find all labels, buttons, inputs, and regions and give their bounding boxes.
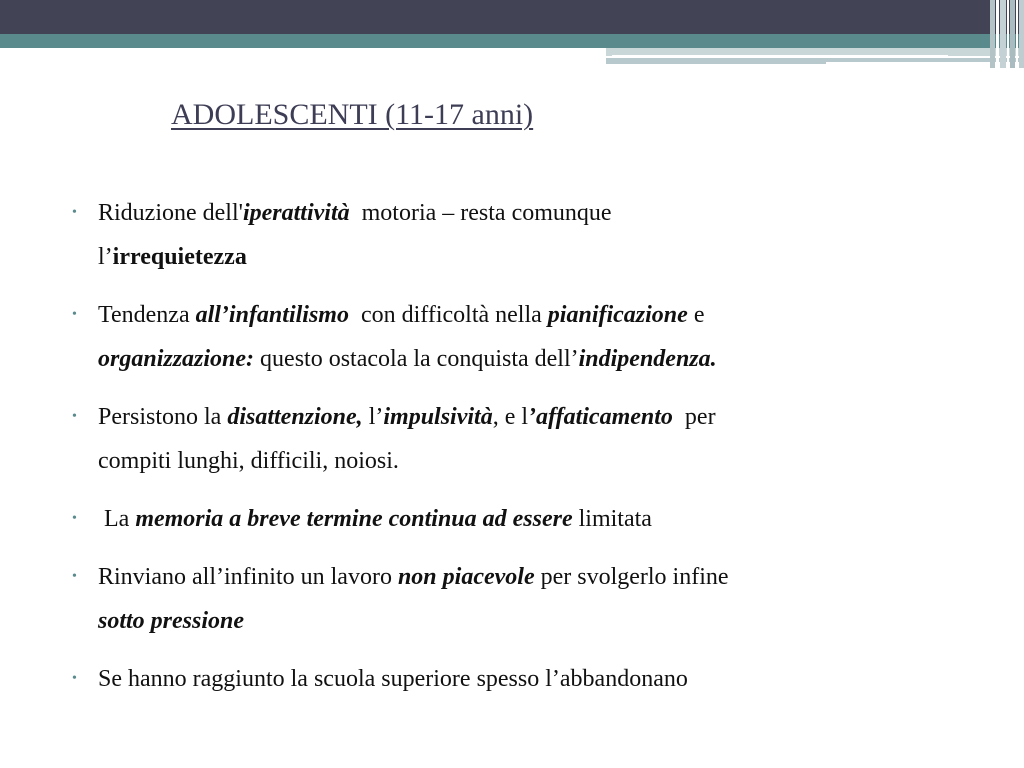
bullet-emphasis: pianificazione: [547, 302, 688, 328]
bullet-text: l’: [362, 404, 384, 430]
bullet-emphasis: all’infantilismo: [195, 302, 349, 328]
bullet-list: [72, 191, 1002, 715]
bullet-text: Rinviano all’infinito un lavoro: [98, 564, 398, 590]
bullet-text: limitata: [572, 506, 652, 532]
header-stripe: [1019, 0, 1024, 68]
bullet-item: [72, 395, 1002, 483]
header-stripe: [1007, 0, 1009, 68]
bullet-emphasis: impulsività: [383, 404, 493, 430]
bullet-item: [72, 497, 1002, 541]
bullet-marker: •: [72, 569, 77, 584]
bullet-text: La: [98, 506, 136, 532]
bullet-emphasis: organizzazione:: [98, 346, 255, 372]
bullet-item: [72, 555, 1002, 643]
bullet-item: [72, 293, 1002, 381]
bullet-item: [72, 191, 1002, 279]
bullet-marker: •: [72, 307, 77, 322]
bullet-emphasis: disattenzione,: [227, 404, 363, 430]
bullet-text: questo ostacola la conquista dell’: [254, 346, 579, 372]
bullet-emphasis: irrequietezza: [112, 244, 247, 270]
header-stripe: [996, 0, 999, 68]
bullet-text: e: [687, 302, 705, 328]
header-stripe: [1016, 0, 1018, 68]
header-stripe: [990, 0, 995, 68]
bullet-emphasis: indipendenza.: [578, 346, 717, 372]
bullet-item: [72, 657, 1002, 701]
bullet-text: compiti lunghi, difficili, noiosi.: [98, 448, 399, 474]
bullet-text: Persistono la: [98, 404, 228, 430]
header-dark-bar: [0, 0, 1024, 34]
header-teal-bar: [0, 34, 1024, 48]
bullet-marker: •: [72, 205, 77, 220]
bullet-emphasis: iperattività: [242, 200, 350, 226]
bullet-text: con difficoltà nella: [348, 302, 548, 328]
bullet-emphasis: ’affaticamento: [528, 404, 673, 430]
bullet-marker: •: [72, 409, 77, 424]
bullet-emphasis: memoria a breve termine continua ad essere: [135, 506, 573, 532]
header-stripe: [1000, 0, 1006, 68]
bullet-text: l’: [98, 244, 113, 270]
bullet-text: Se hanno raggiunto la scuola superiore spesso l’abbandonano: [98, 666, 688, 692]
bullet-text: Riduzione dell': [98, 200, 243, 226]
bullet-marker: •: [72, 671, 77, 686]
bullet-text: per: [672, 404, 716, 430]
bullet-emphasis: sotto pressione: [98, 608, 245, 634]
bullet-marker: •: [72, 511, 77, 526]
bullet-text: per svolgerlo infine: [534, 564, 729, 590]
bullet-text: , e l: [492, 404, 529, 430]
slide-title: ADOLESCENTI (11-17 anni): [171, 98, 534, 131]
bullet-text: Tendenza: [98, 302, 196, 328]
bullet-emphasis: non piacevole: [397, 564, 535, 590]
bullet-text: motoria – resta comunque: [349, 200, 612, 226]
header-stripe: [1010, 0, 1015, 68]
